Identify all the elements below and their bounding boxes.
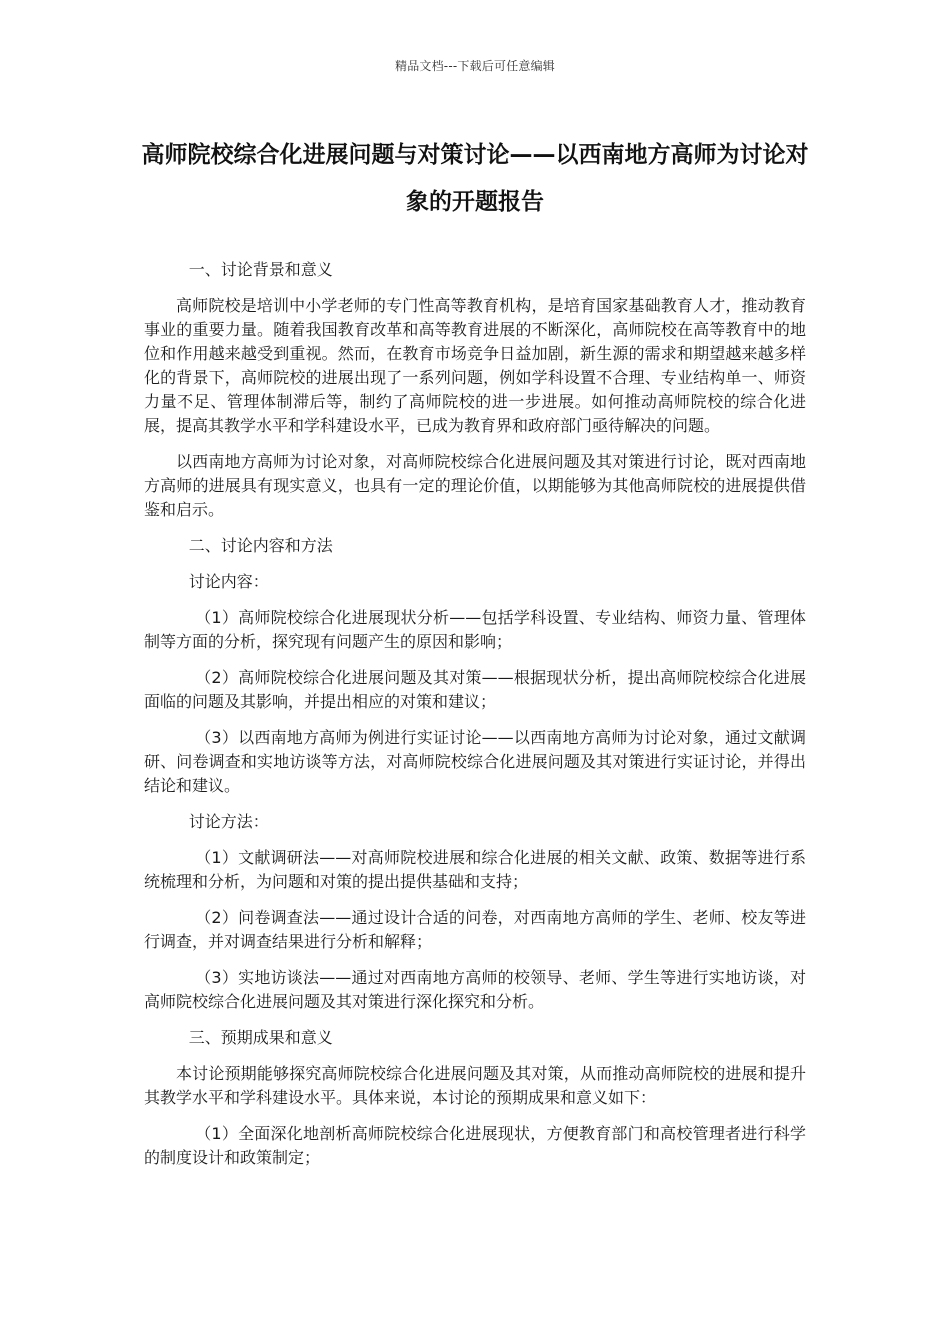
content-label: 讨论内容： xyxy=(188,572,269,591)
section-heading-background: 一、讨论背景和意义 xyxy=(188,260,333,279)
content-item-3: （3）以西南地方高师为例进行实证讨论——以西南地方高师为讨论对象，通过文献调研、问卷调查和实地访谈等方法，对高师院校综合化进展问题及其对策进行实证讨论，并得出结论和建议。 xyxy=(144,728,806,795)
content-item-1: （1）高师院校综合化进展现状分析——包括学科设置、专业结构、师资力量、管理体制等方面的分析，探究现有问题产生的原因和影响； xyxy=(144,608,806,651)
content-item-2: （2）高师院校综合化进展问题及其对策——根据现状分析，提出高师院校综合化进展面临的问题及其影响，并提出相应的对策和建议； xyxy=(144,668,806,711)
method-item-1: （1）文献调研法——对高师院校进展和综合化进展的相关文献、政策、数据等进行系统梳理和分析，为问题和对策的提出提供基础和支持； xyxy=(144,848,806,891)
paragraph-outcomes-1: 本讨论预期能够探究高师院校综合化进展问题及其对策，从而推动高师院校的进展和提升其教学水平和学科建设水平。具体来说，本讨论的预期成果和意义如下： xyxy=(144,1064,806,1107)
paragraph-background-1: 高师院校是培训中小学老师的专门性高等教育机构，是培育国家基础教育人才，推动教育事业的重要力量。随着我国教育改革和高等教育进展的不断深化，高师院校在高等教育中的地位和作用越来越受到重视。然而，在教育市场竞争日益加剧，新生源的需求和期望越来越多样化的背景下，高师院校的进展出现了一系列问题，例如学科设置不合理、专业结构单一、师资力量不足、管理体制滞后等，制约了高师院校的进一步进展。如何推动高师院校的综合化进展，提高其教学水平和学科建设水平，已成为教育界和政府部门亟待解决的问题。 xyxy=(144,296,806,435)
method-item-2: （2）问卷调查法——通过设计合适的问卷，对西南地方高师的学生、老师、校友等进行调查，并对调查结果进行分析和解释； xyxy=(144,908,806,951)
header-note: 精品文档---下载后可任意编辑 xyxy=(395,59,555,73)
method-item-3: （3）实地访谈法——通过对西南地方高师的校领导、老师、学生等进行实地访谈，对高师院校综合化进展问题及其对策进行深化探究和分析。 xyxy=(144,968,806,1011)
document-body xyxy=(144,258,806,1182)
document-title: 高师院校综合化进展问题与对策讨论——以西南地方高师为讨论对象的开题报告 xyxy=(141,142,809,215)
section-heading-outcomes: 三、预期成果和意义 xyxy=(188,1028,333,1047)
outcome-item-1: （1）全面深化地剖析高师院校综合化进展现状，方便教育部门和高校管理者进行科学的制度设计和政策制定； xyxy=(144,1124,806,1167)
section-heading-content-method: 二、讨论内容和方法 xyxy=(188,536,333,555)
paragraph-background-2: 以西南地方高师为讨论对象，对高师院校综合化进展问题及其对策进行讨论，既对西南地方高师的进展具有现实意义，也具有一定的理论价值，以期能够为其他高师院校的进展提供借鉴和启示。 xyxy=(144,452,806,519)
method-label: 讨论方法： xyxy=(188,812,269,831)
